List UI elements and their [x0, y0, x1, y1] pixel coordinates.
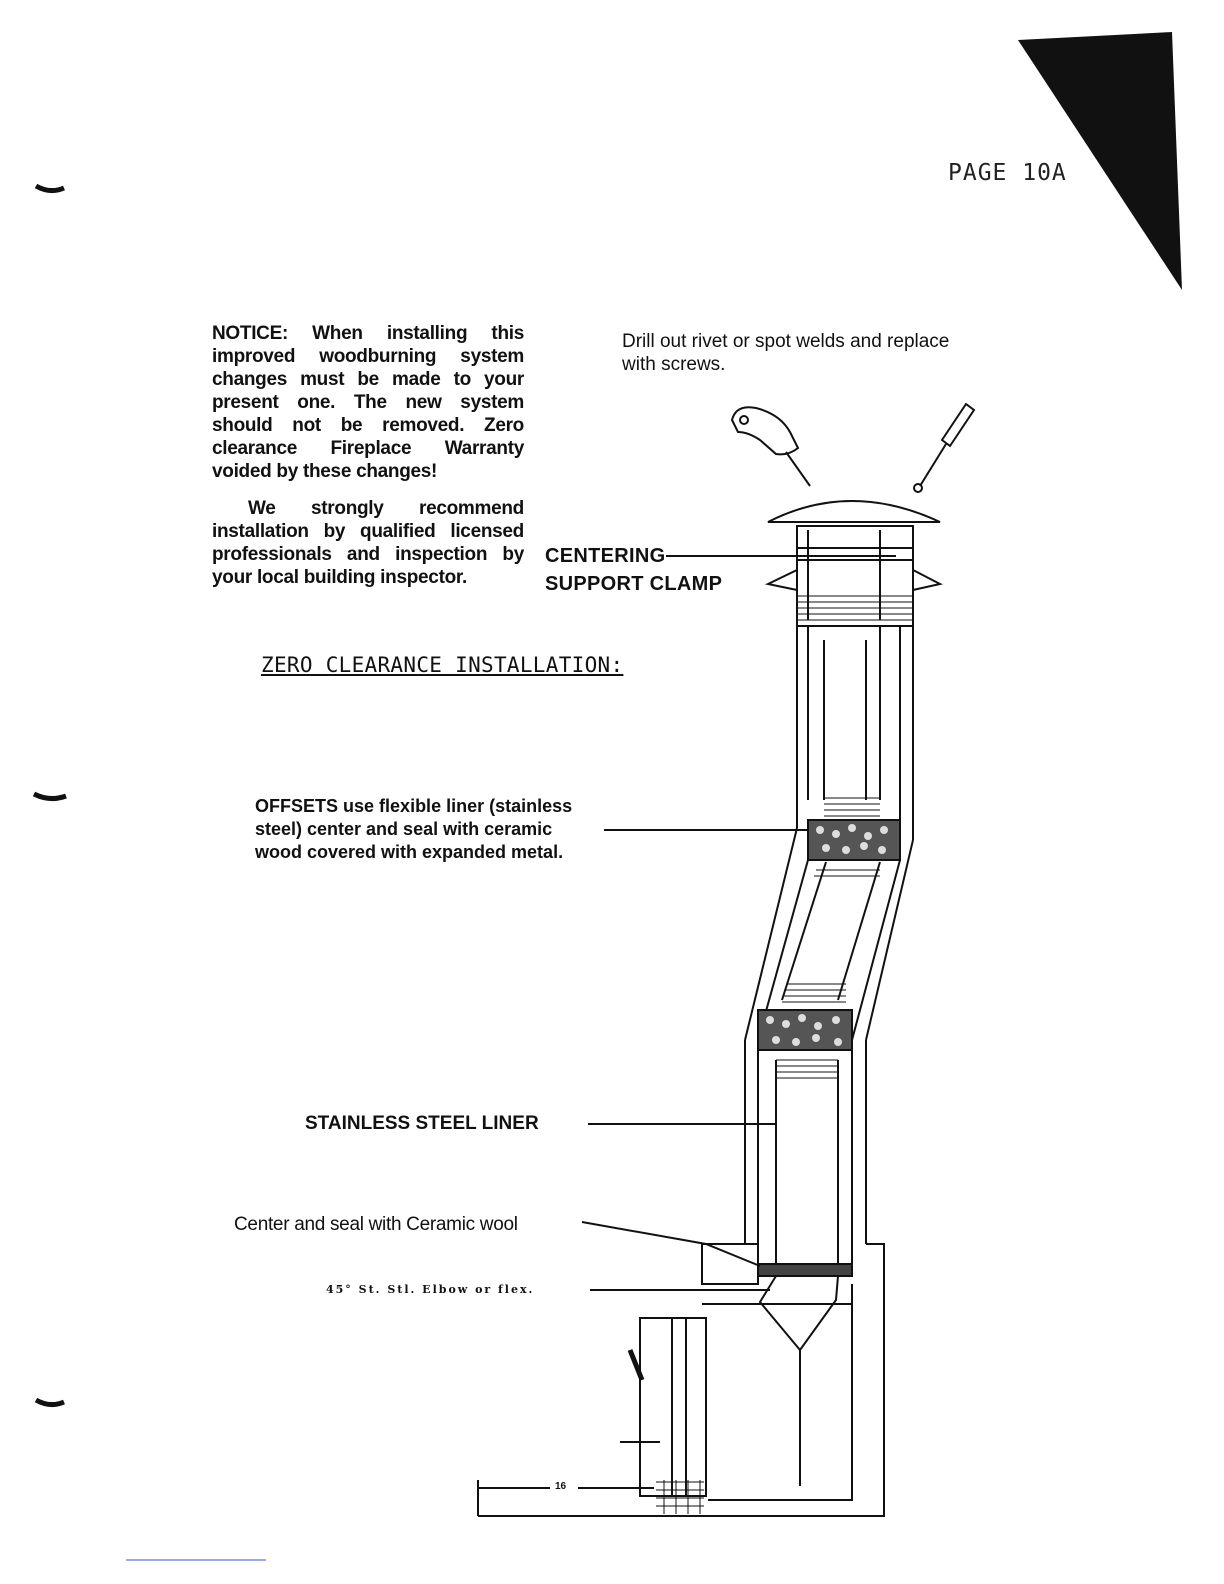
- centering-clamp-label: [545, 542, 722, 598]
- recommendation-paragraph: We strongly recommend installation by qualified licensed professionals and inspection by your local building inspector.: [212, 498, 524, 588]
- upper-chimney: [797, 626, 913, 840]
- lower-band: [776, 1060, 838, 1078]
- upper-band: [824, 798, 880, 816]
- ceramic-block: [702, 1244, 758, 1284]
- screwdriver-icon: [914, 404, 974, 492]
- dimension-line: [478, 1480, 656, 1516]
- offset-band: [782, 870, 880, 1002]
- elbow-label: 45° St. Stl. Elbow or flex.: [326, 1283, 535, 1296]
- drill-note: Drill out rivet or spot welds and replace with screws.: [622, 331, 950, 375]
- dimension-label: 16: [555, 1481, 567, 1492]
- offsets-keyword: OFFSETS: [255, 796, 339, 816]
- cap-hatch: [797, 596, 913, 620]
- chimney-cap: [768, 501, 940, 626]
- margin-mark: [36, 186, 64, 191]
- lower-chimney: [745, 1040, 866, 1266]
- page-number: PAGE 10A: [948, 160, 1067, 186]
- base-seal: [758, 1264, 852, 1276]
- offsets-note: [255, 795, 585, 864]
- elbow: [760, 1276, 838, 1486]
- stainless-liner-label: STAINLESS STEEL LINER: [305, 1113, 539, 1134]
- leader-lines: [582, 556, 896, 1290]
- notice-block: [212, 322, 524, 603]
- margin-mark: [36, 1400, 64, 1405]
- stove-front: [620, 1318, 706, 1496]
- support-clamp-label: SUPPORT CLAMP: [545, 573, 723, 595]
- ceramic-wool-label: Center and seal with Ceramic wool: [234, 1214, 518, 1235]
- centering-label: CENTERING: [545, 545, 666, 567]
- notice-paragraph: NOTICE: When installing this improved woodburning system changes must be made to your present one. The new system should not be removed. Zero clearance Fireplace Warranty voided by these changes!: [212, 323, 524, 482]
- offsets-text: use flexible liner (stainless steel) center and seal with ceramic wood covered with expanded metal.: [255, 796, 573, 862]
- drill-icon: [732, 407, 810, 486]
- section-title: ZERO CLEARANCE INSTALLATION:: [261, 653, 624, 677]
- margin-mark: [34, 794, 66, 799]
